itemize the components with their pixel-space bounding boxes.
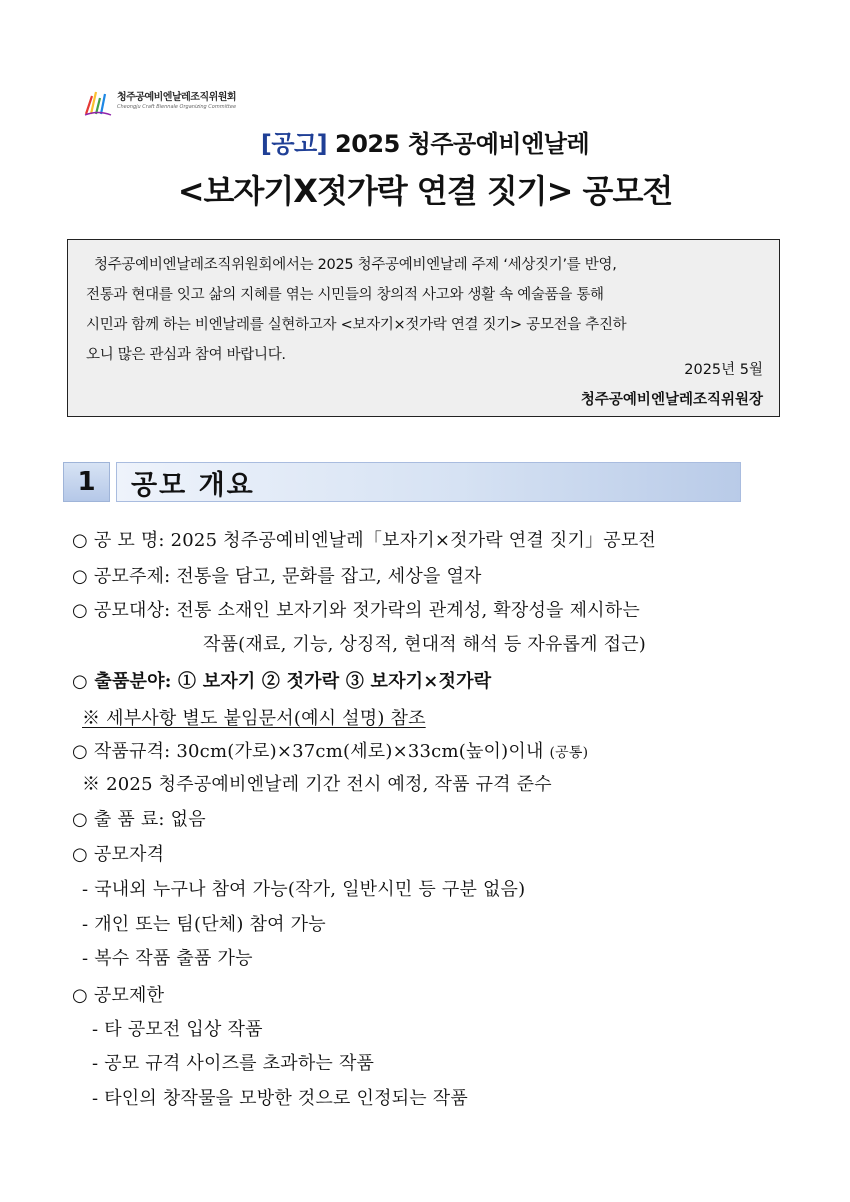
spec-main: ○ 작품규격: 30cm(가로)×37cm(세로)×33cm(높이)이내 xyxy=(72,741,544,762)
item-spec-note: ※ 2025 청주공예비엔날레 기간 전시 예정, 작품 규격 준수 xyxy=(82,774,552,795)
section-title: 공모 개요 xyxy=(116,462,741,502)
restriction-item: - 타 공모전 입상 작품 xyxy=(92,1019,263,1040)
section-header xyxy=(63,462,741,502)
org-name: 청주공예비엔날레조직위원회 xyxy=(117,92,237,103)
notice-line: 오니 많은 관심과 참여 바랍니다. xyxy=(86,347,286,363)
title-line-2: <보자기X젓가락 연결 짓기> 공모전 xyxy=(177,172,673,210)
org-logo xyxy=(83,88,236,118)
section-number: 1 xyxy=(63,462,110,502)
item-name: ○ 공 모 명: 2025 청주공예비엔날레「보자기×젓가락 연결 짓기」공모전 xyxy=(72,530,657,551)
eligibility-item: - 개인 또는 팀(단체) 참여 가능 xyxy=(82,914,326,935)
restriction-item: - 공모 규격 사이즈를 초과하는 작품 xyxy=(92,1053,375,1074)
restriction-item: - 타인의 창작물을 모방한 것으로 인정되는 작품 xyxy=(92,1088,468,1109)
item-spec xyxy=(72,737,588,763)
title-tag: [공고] xyxy=(260,130,328,158)
item-restriction: ○ 공모제한 xyxy=(72,985,165,1006)
title-line-1 xyxy=(0,124,850,159)
item-category-note: ※ 세부사항 별도 붙임문서(예시 설명) 참조 xyxy=(82,708,426,729)
eligibility-item: - 국내외 누구나 참여 가능(작가, 일반시민 등 구분 없음) xyxy=(82,879,526,900)
item-target: ○ 공모대상: 전통 소재인 보자기와 젓가락의 관계성, 확장성을 제시하는 xyxy=(72,600,640,621)
eligibility-item: - 복수 작품 출품 가능 xyxy=(82,948,253,969)
item-category: ○ 출품분야: ① 보자기 ② 젓가락 ③ 보자기×젓가락 xyxy=(72,671,492,692)
notice-signature: 청주공예비엔날레조직위원장 xyxy=(580,392,763,408)
org-name-en: Cheongju Craft Biennale Organizing Committee xyxy=(117,104,237,110)
item-theme: ○ 공모주제: 전통을 담고, 문화를 잡고, 세상을 열자 xyxy=(72,566,482,587)
notice-line: 전통과 현대를 잇고 삶의 지혜를 엮는 시민들의 창의적 사고와 생활 속 예술품을 통해 xyxy=(86,287,604,303)
biennale-logo-icon xyxy=(83,88,113,116)
notice-paragraph xyxy=(86,250,765,370)
notice-date: 2025년 5월 xyxy=(684,362,763,378)
item-target-cont: 작품(재료, 기능, 상징적, 현대적 해석 등 자유롭게 접근) xyxy=(203,634,647,655)
spec-common: (공통) xyxy=(549,745,589,761)
title-main: 2025 청주공예비엔날레 xyxy=(327,130,590,158)
item-eligibility: ○ 공모자격 xyxy=(72,844,165,865)
notice-line: 시민과 함께 하는 비엔날레를 실현하고자 <보자기×젓가락 연결 짓기> 공모전을 추진하 xyxy=(86,317,627,333)
item-fee: ○ 출 품 료: 없음 xyxy=(72,809,206,830)
notice-line: 청주공예비엔날레조직위원회에서는 2025 청주공예비엔날레 주제 ‘세상짓기’를 반영, xyxy=(94,257,617,273)
notice-box xyxy=(67,239,780,417)
